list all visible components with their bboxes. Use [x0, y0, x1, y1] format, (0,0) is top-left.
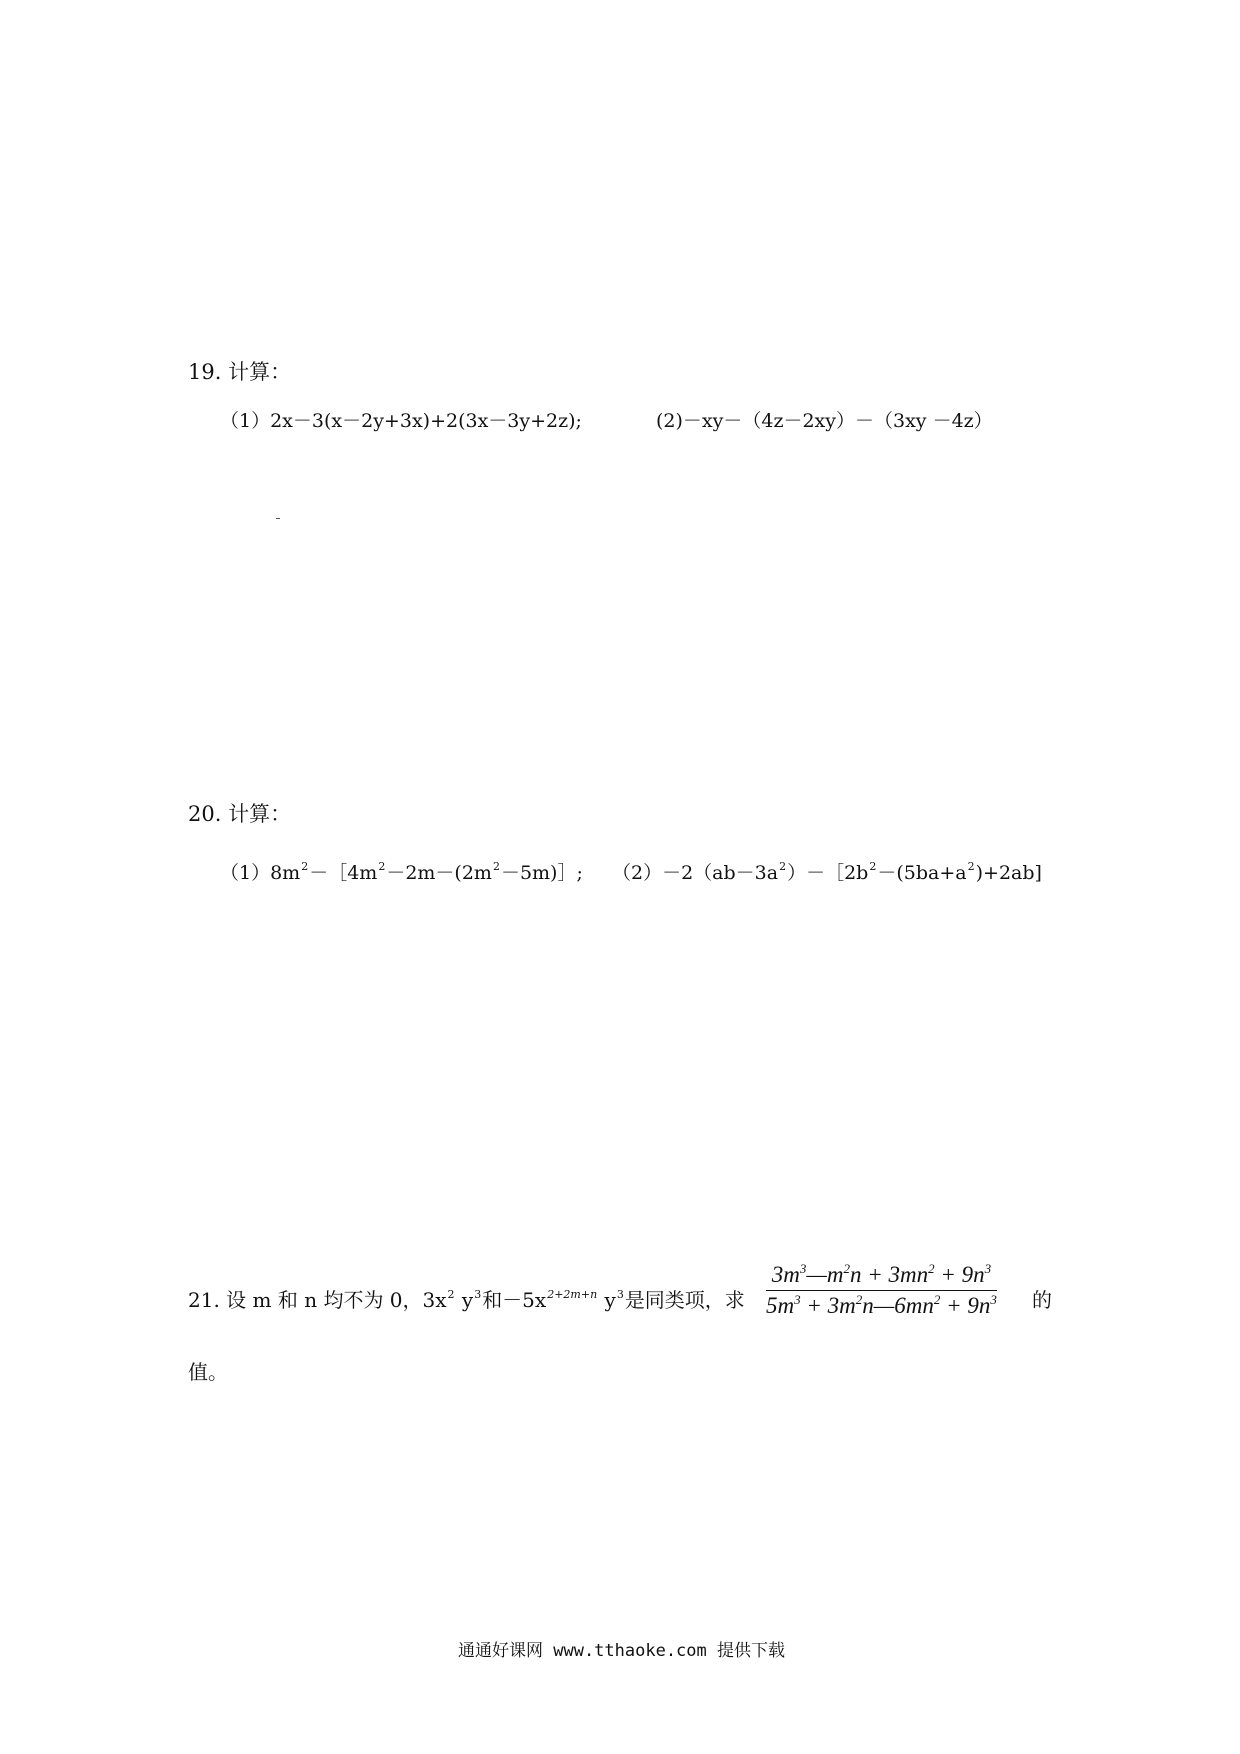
q21-text-b: y: [455, 1288, 474, 1312]
q20-p1-text-d: －5m)］;: [500, 862, 583, 884]
fraction-numerator: $3m^3—m^2n + 3mn^2 + 9n^3$: [771, 1261, 992, 1287]
q21-text-f: 的: [1032, 1288, 1052, 1312]
q21-exponent-4: 3: [616, 1288, 624, 1301]
q20-p2-text-a: （2）－2（ab－3a: [612, 862, 779, 884]
question-20-part-2: [612, 858, 1042, 885]
question-19-part-2: (2)－xy－（4z－2xy）－（3xy －4z）: [656, 410, 993, 432]
question-19-title: 19. 计算：: [188, 360, 292, 384]
q20-p1-exponent-3: 2: [492, 860, 500, 873]
q20-p1-exponent-2: 2: [378, 860, 386, 873]
fraction-denominator: $5m^3$ + $3m^2n—6mn^2 + 9n^3$: [766, 1292, 997, 1318]
q21-text-c: 和－5x: [482, 1288, 547, 1312]
question-21-statement: [188, 1284, 745, 1313]
stray-mark: [276, 518, 280, 519]
q20-p2-exponent-3: 2: [967, 860, 975, 873]
q20-p1-text-a: （1）8m: [220, 862, 301, 884]
q20-p2-text-c: －(5ba+a: [877, 862, 967, 884]
q21-text-a: 21. 设 m 和 n 均不为 0，3x: [188, 1288, 447, 1312]
question-20-title: 20. 计算：: [188, 802, 292, 826]
q20-p1-text-c: －2m－(2m: [386, 862, 492, 884]
q20-p1-text-b: －［4m: [309, 862, 378, 884]
q21-fraction: [766, 1262, 997, 1319]
question-20-part-1: [220, 858, 583, 885]
fraction-bar: [766, 1290, 997, 1291]
q21-exponent-2: 3: [474, 1288, 482, 1301]
q21-exponent-1: 2: [447, 1288, 455, 1301]
q21-text-d: y: [598, 1288, 616, 1312]
q20-p1-exponent-1: 2: [301, 860, 309, 873]
question-19-part-1: （1）2x－3(x－2y+3x)+2(3x－3y+2z);: [220, 410, 582, 432]
q20-p2-exponent-1: 2: [779, 860, 787, 873]
q21-text-g: 值。: [188, 1360, 228, 1384]
q20-p2-text-b: ）－［2b: [787, 862, 869, 884]
q21-exponent-3: 2+2m+n: [547, 1288, 598, 1301]
page-footer: 通通好课网 www.tthaoke.com 提供下载: [458, 1641, 785, 1661]
q21-text-e: 是同类项，求: [624, 1288, 745, 1312]
q20-p2-text-d: )+2ab]: [975, 862, 1042, 884]
q20-p2-exponent-2: 2: [869, 860, 877, 873]
